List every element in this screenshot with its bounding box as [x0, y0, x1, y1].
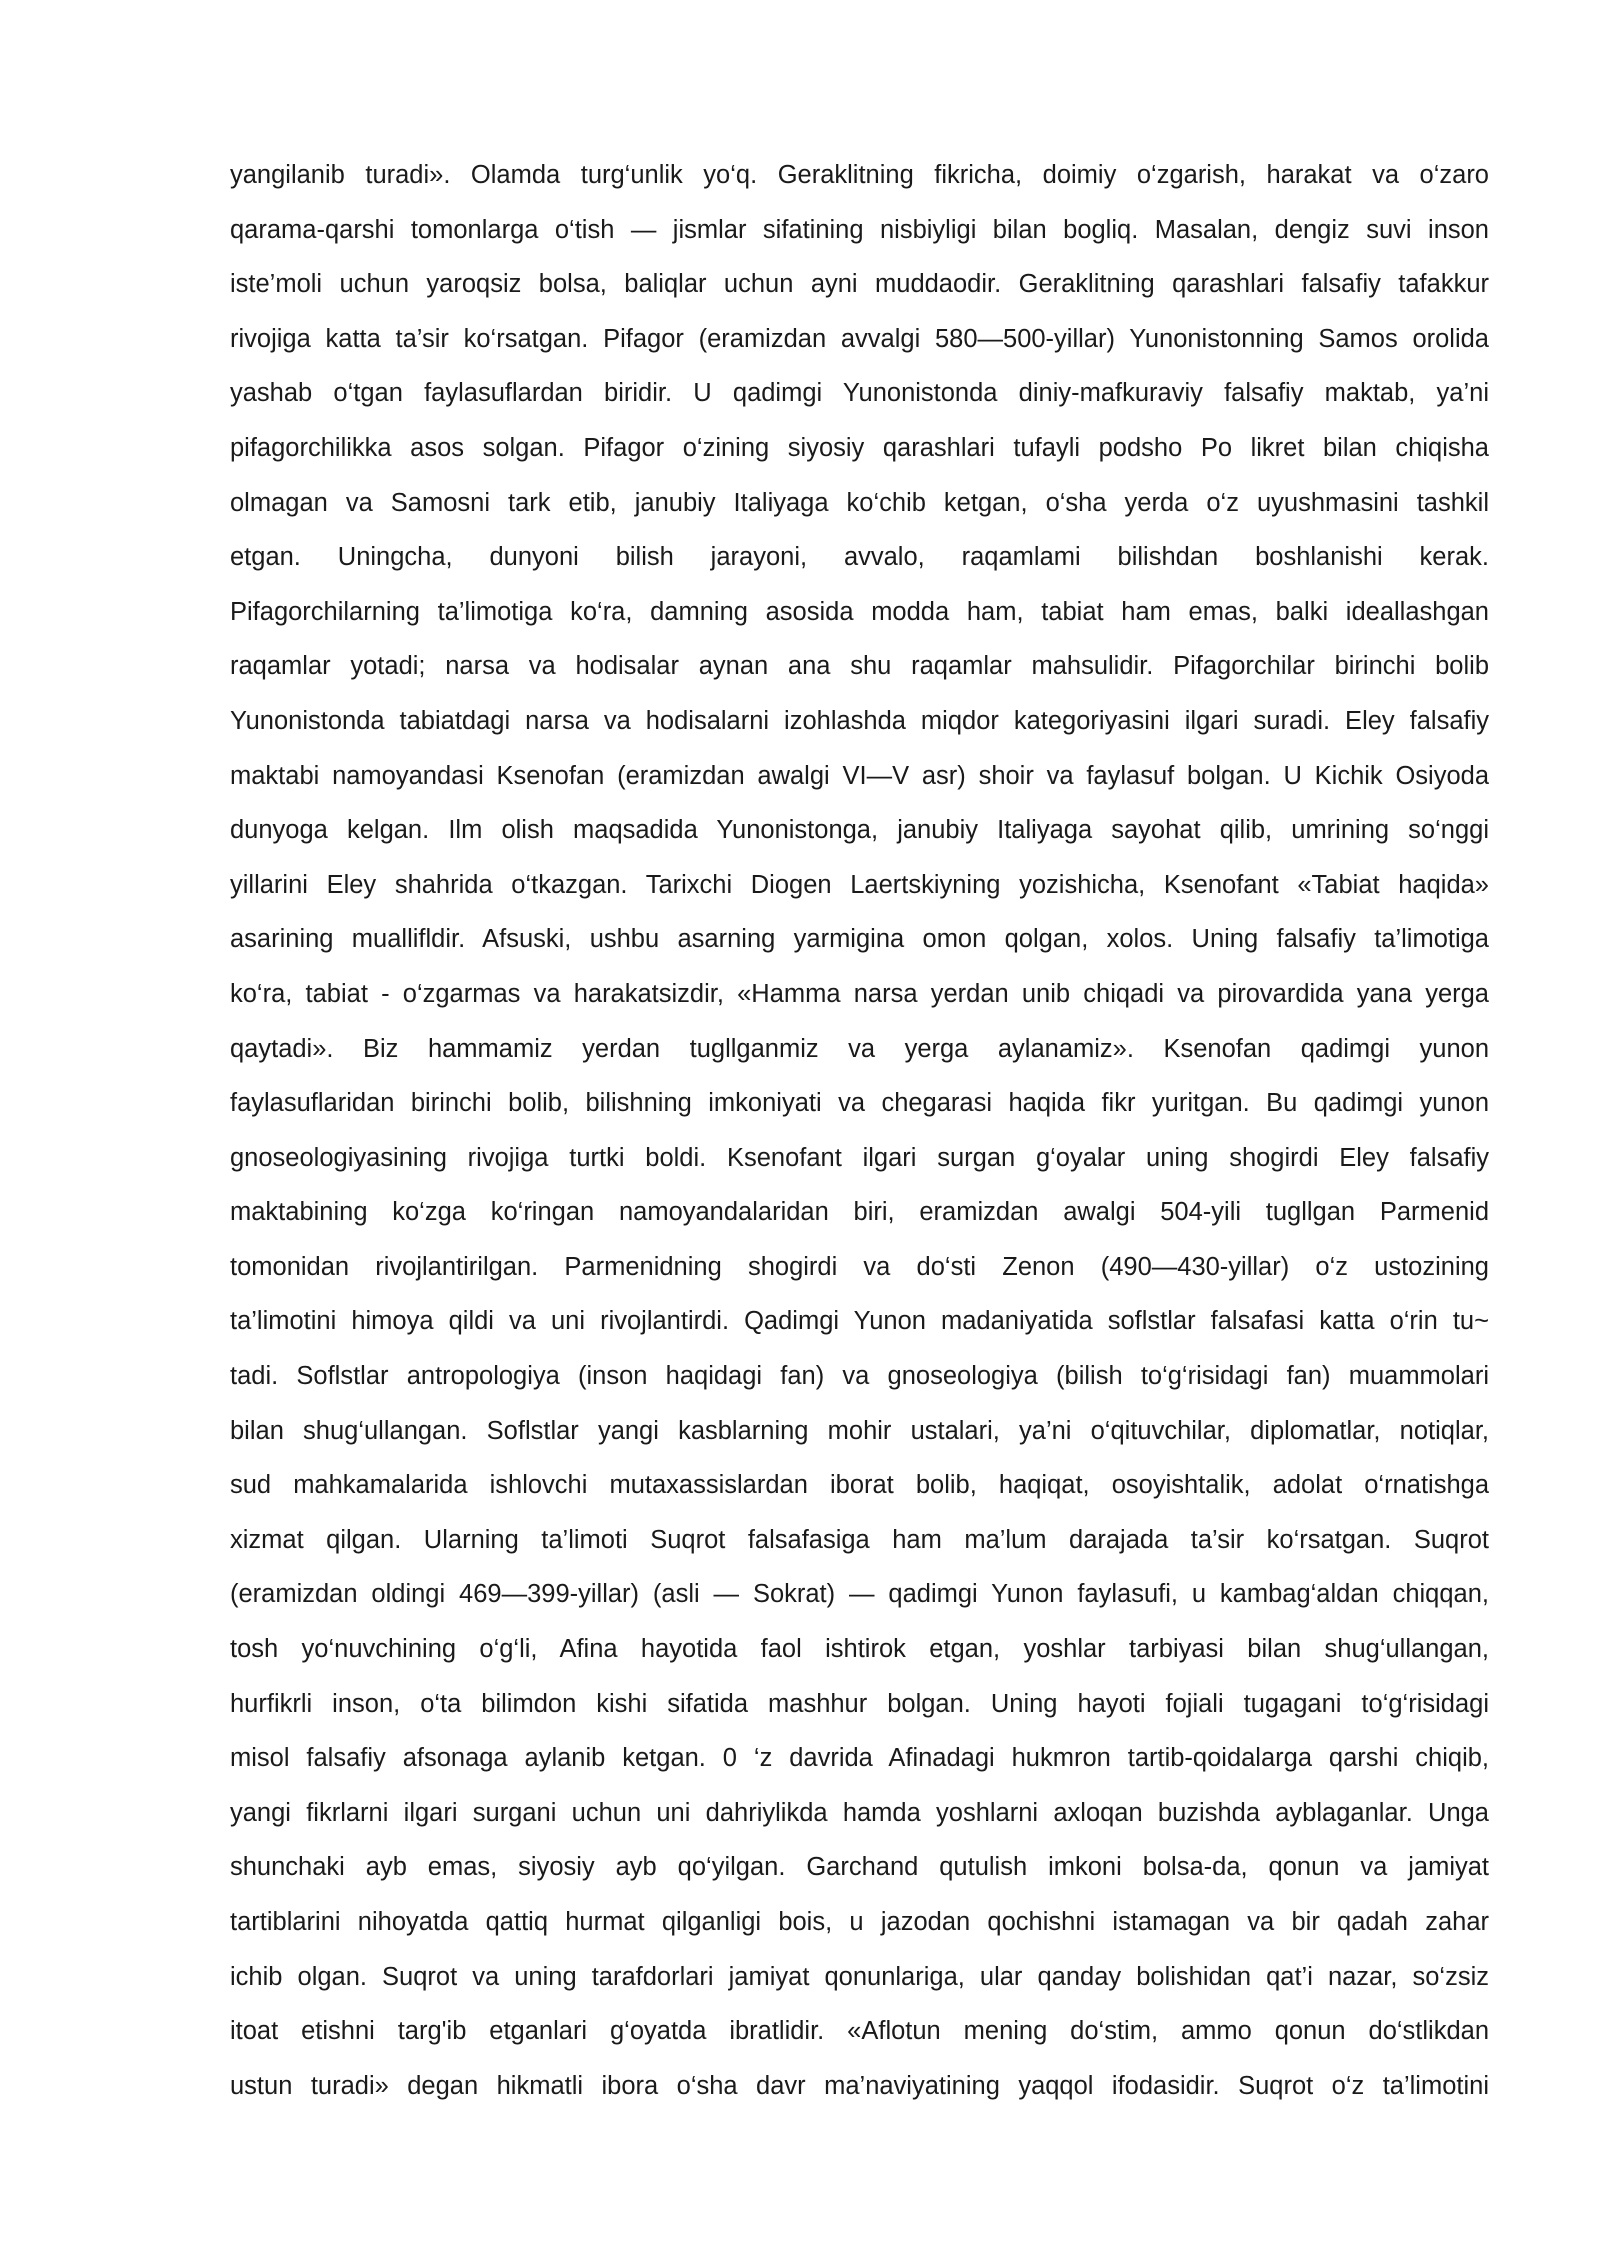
text-line: yangi fikrlarni ilgari surgani uchun uni dahriylikda hamda yoshlarni axloqan buzishda ayblaganlar. Unga	[230, 1798, 1489, 1827]
text-line: pifagorchilikka asos solgan. Pifagor o‘zining siyosiy qarashlari tufayli podsho Po likret bilan chiqisha	[230, 433, 1489, 462]
text-line: Pifagorchilarning ta’limotiga ko‘ra, damning asosida modda ham, tabiat ham emas, balki ideallashgan	[230, 597, 1489, 626]
text-line: qarama-qarshi tomonlarga o‘tish — jismlar sifatining nisbiyligi bilan bogliq. Masalan, dengiz suvi inson	[230, 215, 1489, 244]
text-line: ko‘ra, tabiat - o‘zgarmas va harakatsizdir, «Hamma narsa yerdan unib chiqadi va pirovardida yana yerga	[230, 979, 1489, 1008]
text-line: qaytadi». Biz hammamiz yerdan tugllganmiz va yerga aylanamiz». Ksenofan qadimgi yunon	[230, 1034, 1489, 1063]
text-line: xizmat qilgan. Ularning ta’limoti Suqrot falsafasiga ham ma’lum darajada ta’sir ko‘rsatgan. Suqrot	[230, 1525, 1489, 1554]
text-line: yashab o‘tgan faylasuflardan biridir. U qadimgi Yunonistonda diniy-mafkuraviy falsafiy maktab, ya’ni	[230, 379, 1489, 408]
text-line: tosh yo‘nuvchining o‘g‘li, Afina hayotida faol ishtirok etgan, yoshlar tarbiyasi bilan shug‘ullangan,	[230, 1635, 1489, 1664]
body-text	[230, 148, 1489, 2113]
text-line: (eramizdan oldingi 469—399-yillar) (asli — Sokrat) — qadimgi Yunon faylasufi, u kambag‘aldan chiqqan,	[230, 1580, 1489, 1609]
text-line: faylasuflaridan birinchi bolib, bilishning imkoniyati va chegarasi haqida fikr yuritgan. Bu qadimgi yunon	[230, 1089, 1489, 1118]
text-line: hurfikrli inson, o‘ta bilimdon kishi sifatida mashhur bolgan. Uning hayoti fojiali tugagani to‘g‘risidagi	[230, 1689, 1489, 1718]
text-line: gnoseologiyasining rivojiga turtki boldi. Ksenofant ilgari surgan g‘oyalar uning shogirdi Eley falsafiy	[230, 1143, 1489, 1172]
text-line: maktabi namoyandasi Ksenofan (eramizdan awalgi VI—V asr) shoir va faylasuf bolgan. U Kichik Osiyoda	[230, 761, 1489, 790]
text-line: sud mahkamalarida ishlovchi mutaxassislardan iborat bolib, haqiqat, osoyishtalik, adolat o‘rnatishga	[230, 1471, 1489, 1500]
text-line: dunyoga kelgan. Ilm olish maqsadida Yunonistonga, janubiy Italiyaga sayohat qilib, umrining so‘nggi	[230, 816, 1489, 845]
text-line: ichib olgan. Suqrot va uning tarafdorlari jamiyat qonunlariga, ular qanday bolishidan qat’i nazar, so‘zsiz	[230, 1962, 1489, 1991]
text-line: tartiblarini nihoyatda qattiq hurmat qilganligi bois, u jazodan qochishni istamagan va bir qadah zahar	[230, 1908, 1489, 1936]
text-line: ta’limotini himoya qildi va uni rivojlantirdi. Qadimgi Yunon madaniyatida soflstlar falsafasi katta o‘rin tu~	[230, 1307, 1489, 1336]
text-line: Yunonistonda tabiatdagi narsa va hodisalarni izohlashda miqdor kategoriyasini ilgari suradi. Eley falsafiy	[230, 706, 1489, 735]
text-line: raqamlar yotadi; narsa va hodisalar aynan ana shu raqamlar mahsulidir. Pifagorchilar birinchi bolib	[230, 652, 1489, 681]
text-line: shunchaki ayb emas, siyosiy ayb qo‘yilgan. Garchand qutulish imkoni bolsa-da, qonun va jamiyat	[230, 1853, 1489, 1882]
text-line: ustun turadi» degan hikmatli ibora o‘sha davr ma’naviyatining yaqqol ifodasidir. Suqrot o‘z ta’limotini	[230, 2071, 1489, 2100]
text-line: itoat etishni targ'ib etganlari g‘oyatda ibratlidir. «Aflotun mening do‘stim, ammo qonun do‘stlikdan	[230, 2017, 1489, 2046]
text-line: misol falsafiy afsonaga aylanib ketgan. 0 ‘z davrida Afinadagi hukmron tartib-qoidalarga qarshi chiqib,	[230, 1744, 1489, 1773]
text-line: yillarini Eley shahrida o‘tkazgan. Tarixchi Diogen Laertskiyning yozishicha, Ksenofant «Tabiat haqida»	[230, 870, 1489, 899]
text-line: tomonidan rivojlantirilgan. Parmenidning shogirdi va do‘sti Zenon (490—430-yillar) o‘z ustozining	[230, 1252, 1489, 1281]
text-line: tadi. Soflstlar antropologiya (inson haqidagi fan) va gnoseologiya (bilish to‘g‘risidagi fan) muammolari	[230, 1362, 1489, 1391]
text-line: etgan. Uningcha, dunyoni bilish jarayoni, avvalo, raqamlami bilishdan boshlanishi kerak.	[230, 543, 1489, 572]
text-line: iste’moli uchun yaroqsiz bolsa, baliqlar uchun ayni muddaodir. Geraklitning qarashlari falsafiy tafakkur	[230, 270, 1489, 299]
text-line: olmagan va Samosni tark etib, janubiy Italiyaga ko‘chib ketgan, o‘sha yerda o‘z uyushmasini tashkil	[230, 488, 1489, 517]
text-line: bilan shug‘ullangan. Soflstlar yangi kasblarning mohir ustalari, ya’ni o‘qituvchilar, diplomatlar, notiqlar,	[230, 1416, 1489, 1445]
text-line: yangilanib turadi». Olamda turg‘unlik yo‘q. Geraklitning fikricha, doimiy o‘zgarish, harakat va o‘zaro	[230, 161, 1489, 189]
text-line: maktabining ko‘zga ko‘ringan namoyandalaridan biri, eramizdan awalgi 504-yili tugllgan Parmenid	[230, 1198, 1489, 1227]
text-line: asarining muallifldir. Afsuski, ushbu asarning yarmigina omon qolgan, xolos. Uning falsafiy ta’limotiga	[230, 925, 1489, 954]
text-line: rivojiga katta ta’sir ko‘rsatgan. Pifagor (eramizdan avvalgi 580—500-yillar) Yunonistonning Samos orolida	[230, 324, 1489, 353]
